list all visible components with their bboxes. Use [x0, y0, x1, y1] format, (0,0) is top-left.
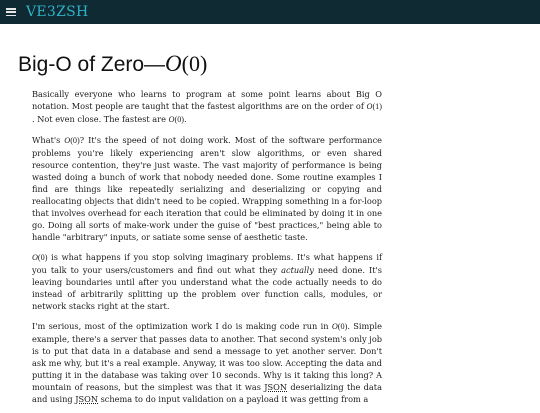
title-math-letter: O [165, 51, 182, 76]
article-body [32, 88, 382, 413]
p4-text-c: deserializing the data and using [32, 382, 382, 404]
paragraph-2 [32, 134, 382, 243]
title-text: Big-O of Zero— [18, 53, 166, 76]
p1-math-1-letter: O [366, 102, 373, 111]
paragraph-1 [32, 88, 382, 126]
p1-math-2 [169, 115, 184, 124]
page-title [18, 51, 207, 77]
p1-math-1-arg: (1) [372, 102, 382, 111]
p1-math-2-arg: (0) [174, 115, 185, 124]
paragraph-4 [32, 320, 382, 405]
p4-math-1-letter: O [331, 322, 338, 331]
json-abbreviation-1[interactable]: JSON [264, 382, 288, 392]
json-abbreviation-2[interactable]: JSON [75, 394, 98, 404]
p1-math-2-letter: O [168, 115, 175, 124]
hamburger-menu-icon[interactable] [6, 8, 16, 16]
p3-math-1-arg: (0) [37, 253, 48, 262]
p2-text-a: What's [32, 135, 65, 145]
p1-text-c: . [184, 114, 187, 124]
p4-text-b: . Simple example, there's a server that passes data to another. That second system's only job is to put that data in a database and send a message to yet another server. Don't ask me why, but it's a real example. Anyway, it was too slow. Accepting the data and putting it in the database was taking over 10 seconds. Why is it taking this long? A mountain of reasons, but the simplest was that it was [32, 321, 382, 392]
p3-math-1 [32, 253, 47, 262]
site-brand-link[interactable]: VE3ZSH [26, 4, 89, 20]
p1-math-1 [367, 102, 382, 111]
p4-math-1-arg: (0) [337, 322, 348, 331]
top-navigation-bar [0, 0, 540, 24]
p3-math-1-letter: O [32, 253, 38, 262]
p3-text-b: need done. It's leaving boundaries until after you understand what the code actually needs to do instead of arbitrarily splitting up the problem over function calls, modules, or network stacks right at the start. [32, 265, 382, 311]
p2-text-b: ? It's the speed of not doing work. Most of the software performance problems you're likely experiencing aren't slow algorithms, or even shared resource contention, they're just waste. The vast majority of performance is being wasted doing a bunch of work that nobody needed done. Some routine examples I find are things like repeatedly serializing and deserializing or copying and reallocating objects that didn't need to be copied. Wrapping something in a for-loop that involves overhead for each iteration that could be eliminated by doing it in one go. Doing all sorts of make-work under the guise of "best practices," being able to handle "arbitrary" inputs, or satiate some sense of aesthetic taste. [32, 135, 383, 242]
p4-text-d: schema to do input validation on a payload it was getting from a [98, 394, 369, 404]
p3-emphasis: actually [281, 265, 314, 275]
p2-math-1 [64, 136, 79, 145]
title-math-arg: (0) [181, 51, 208, 76]
p2-math-1-letter: O [64, 136, 71, 145]
p4-text-a: I'm serious, most of the optimization work I do is making code run in [32, 321, 332, 331]
p2-math-1-arg: (0) [70, 136, 80, 145]
p3-text-a: is what happens if you stop solving imaginary problems. It's what happens if you talk to your users/customers and find out what they [32, 252, 382, 275]
p1-text-b: . Not even close. The fastest are [32, 114, 169, 124]
paragraph-3 [32, 251, 382, 312]
p4-math-1 [332, 322, 347, 331]
p1-text-a: Basically everyone who learns to program at some point learns about Big O notation. Most people are taught that the fastest algorithms are on the order of [32, 89, 382, 111]
